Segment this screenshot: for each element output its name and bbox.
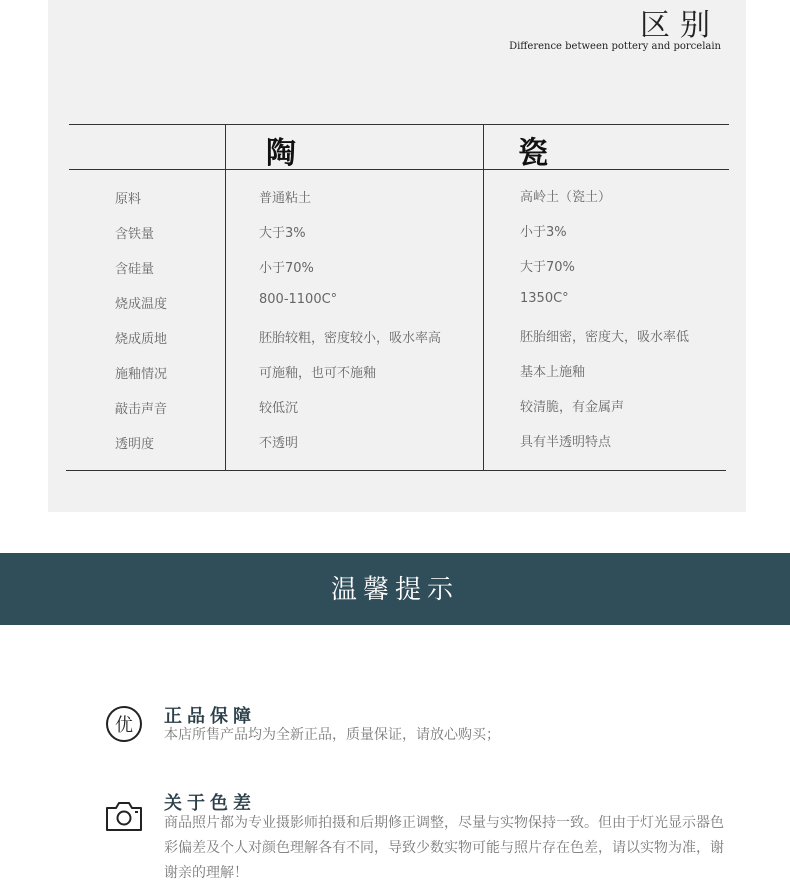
section-title: 区别 — [640, 8, 720, 43]
pottery-value: 可施釉，也可不施釉 — [259, 366, 377, 381]
notice-banner-title: 温馨提示 — [330, 575, 459, 605]
pottery-value: 普通粘土 — [259, 191, 312, 206]
table-bottom-rule — [66, 470, 726, 471]
row-label: 烧成温度 — [115, 297, 168, 312]
row-label: 含硅量 — [115, 262, 155, 277]
column-header-pottery: 陶 — [266, 136, 296, 171]
porcelain-value: 小于3% — [520, 225, 567, 240]
porcelain-value: 高岭土（瓷土） — [520, 190, 612, 205]
porcelain-value: 基本上施釉 — [520, 365, 586, 380]
porcelain-value: 大于70% — [520, 260, 575, 275]
row-label: 原料 — [115, 192, 142, 207]
quality-badge-icon — [104, 704, 144, 744]
table-top-rule — [69, 124, 729, 125]
porcelain-value: 胚胎细密，密度大，吸水率低 — [520, 330, 690, 345]
row-label: 含铁量 — [115, 227, 155, 242]
pottery-value: 不透明 — [259, 436, 299, 451]
pottery-value: 大于3% — [259, 226, 306, 241]
notice-item-title: 正品保障 — [164, 706, 256, 727]
notice-item-body: 本店所售产品均为全新正品，质量保证，请放心购买； — [164, 727, 500, 743]
row-label: 透明度 — [115, 437, 155, 452]
pottery-value: 小于70% — [259, 261, 314, 276]
table-divider-left — [225, 124, 226, 471]
table-header-rule — [69, 169, 729, 170]
camera-icon — [104, 796, 144, 836]
porcelain-value: 具有半透明特点 — [520, 435, 612, 450]
column-header-porcelain: 瓷 — [518, 136, 548, 171]
porcelain-value: 较清脆，有金属声 — [520, 400, 625, 415]
row-label: 烧成质地 — [115, 332, 168, 347]
notice-banner — [0, 553, 790, 625]
porcelain-value: 1350C° — [520, 291, 569, 306]
section-subtitle: Difference between pottery and porcelain — [509, 41, 721, 52]
pottery-value: 较低沉 — [259, 401, 299, 416]
row-label: 敲击声音 — [115, 402, 168, 417]
notice-item-body: 商品照片都为专业摄影师拍摄和后期修正调整，尽量与实物保持一致。但由于灯光显示器色彩偏差及个人对颜色理解各有不同，导致少数实物可能与照片存在色差，请以实物为准，谢谢亲的理解！ — [164, 815, 724, 881]
row-label: 施釉情况 — [115, 367, 168, 382]
notice-item-title: 关于色差 — [164, 793, 256, 814]
table-divider-right — [483, 124, 484, 471]
quality-badge-text: 优 — [115, 715, 133, 736]
pottery-value: 胚胎较粗，密度较小，吸水率高 — [259, 331, 442, 346]
pottery-value: 800-1100C° — [259, 292, 338, 307]
